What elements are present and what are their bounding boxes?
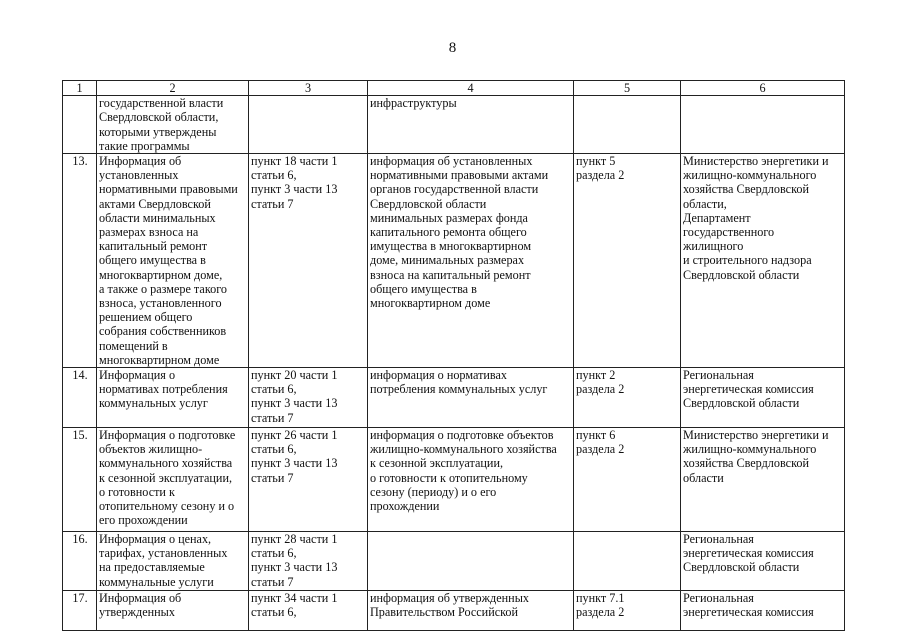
row-number: 17. — [63, 591, 97, 631]
table-row — [63, 368, 845, 428]
responsible-body-cell — [681, 96, 845, 154]
info-cell: Информация о ценах, тарифах, установленных на предоставляемые коммунальные услуги — [97, 532, 249, 591]
row-number: 15. — [63, 428, 97, 532]
column-header: 2 — [97, 81, 249, 96]
info-cell: государственной власти Свердловской области, которыми утверждены такие программы — [97, 96, 249, 154]
section-cell: пункт 5 раздела 2 — [574, 154, 681, 368]
column-header: 5 — [574, 81, 681, 96]
content-cell: информация об утвержденных Правительством Российской — [368, 591, 574, 631]
content-cell: информация о подготовке объектов жилищно-коммунального хозяйства к сезонной эксплуатации, о готовности к отопительному сезону (периоду) и о его прохождении — [368, 428, 574, 532]
responsible-body-cell: Региональная энергетическая комиссия Свердловской области — [681, 368, 845, 428]
info-cell: Информация о подготовке объектов жилищно- коммунального хозяйства к сезонной эксплуатации, о готовности к отопительному сезону и о его прохождении — [97, 428, 249, 532]
legal-basis-cell: пункт 34 части 1 статьи 6, — [249, 591, 368, 631]
content-cell: информация об установленных нормативными правовыми актами органов государственной власти Свердловской области минимальных размерах фонда капитального ремонта общего имущества в многоквартирном доме, минимальных размерах взноса на капитальный ремонт общего имущества в многоквартирном доме — [368, 154, 574, 368]
row-number: 16. — [63, 532, 97, 591]
legal-basis-cell: пункт 28 части 1 статьи 6, пункт 3 части 13 статьи 7 — [249, 532, 368, 591]
column-header: 3 — [249, 81, 368, 96]
content-cell — [368, 532, 574, 591]
column-header: 6 — [681, 81, 845, 96]
responsible-body-cell: Министерство энергетики и жилищно-коммунального хозяйства Свердловской области — [681, 428, 845, 532]
info-cell: Информация об установленных нормативными правовыми актами Свердловской области минимальных размерах взноса на капитальный ремонт общего имущества в многоквартирном доме, а также о размере такого взноса, установленного решением общего собрания собственников помещений в многоквартирном доме — [97, 154, 249, 368]
column-header: 1 — [63, 81, 97, 96]
legal-basis-cell: пункт 20 части 1 статьи 6, пункт 3 части 13 статьи 7 — [249, 368, 368, 428]
document-table — [62, 80, 845, 631]
row-number: 14. — [63, 368, 97, 428]
table-row — [63, 154, 845, 368]
table-row — [63, 532, 845, 591]
table-row — [63, 96, 845, 154]
legal-basis-cell: пункт 26 части 1 статьи 6, пункт 3 части 13 статьи 7 — [249, 428, 368, 532]
responsible-body-cell: Региональная энергетическая комиссия — [681, 591, 845, 631]
column-header: 4 — [368, 81, 574, 96]
table-header-row — [63, 81, 845, 96]
responsible-body-cell: Министерство энергетики и жилищно-коммунального хозяйства Свердловской области, Департамент государственного жилищного и строительного надзора Свердловской области — [681, 154, 845, 368]
section-cell: пункт 2 раздела 2 — [574, 368, 681, 428]
content-cell: инфраструктуры — [368, 96, 574, 154]
table-row — [63, 428, 845, 532]
content-cell: информация о нормативах потребления коммунальных услуг — [368, 368, 574, 428]
legal-basis-cell — [249, 96, 368, 154]
info-cell: Информация о нормативах потребления коммунальных услуг — [97, 368, 249, 428]
page-number: 8 — [448, 40, 457, 56]
responsible-body-cell: Региональная энергетическая комиссия Свердловской области — [681, 532, 845, 591]
row-number — [63, 96, 97, 154]
section-cell: пункт 7.1 раздела 2 — [574, 591, 681, 631]
section-cell: пункт 6 раздела 2 — [574, 428, 681, 532]
row-number: 13. — [63, 154, 97, 368]
section-cell — [574, 96, 681, 154]
info-cell: Информация об утвержденных — [97, 591, 249, 631]
table-row — [63, 591, 845, 631]
legal-basis-cell: пункт 18 части 1 статьи 6, пункт 3 части 13 статьи 7 — [249, 154, 368, 368]
section-cell — [574, 532, 681, 591]
